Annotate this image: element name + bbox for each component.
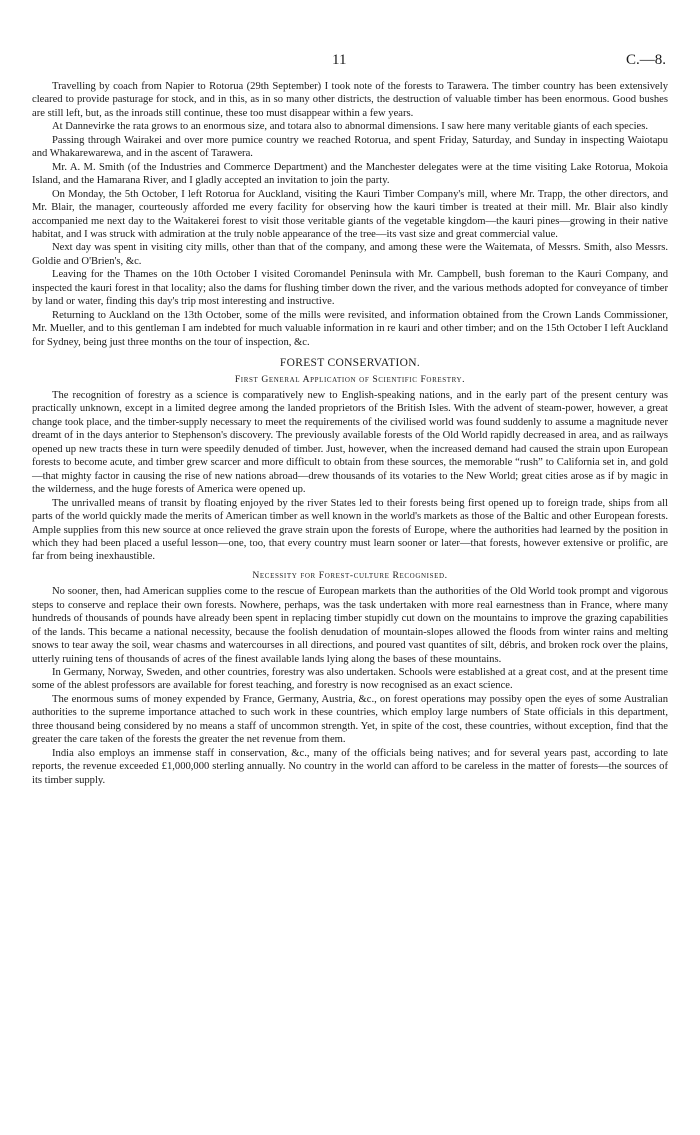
paragraph: Next day was spent in visiting city mills, other than that of the company, and among these were the Waitemata, of Messrs. Smith, also Messrs. Goldie and O'Brien's, &c. [32, 242, 668, 267]
paragraph: The enormous sums of money expended by France, Germany, Austria, &c., on forest operations may possiby open the eyes of some Australian authorities to the supreme importance attached to such work in these countries, which employ large numbers of State officials in this department, three thousand being considered by no means a staff of uncommon strength. Yet, in spite of the cost, these countries, without exception, find that the greater the care taken of the forests the greater the net revenue from them. [32, 693, 668, 746]
page-number: 11 [332, 52, 347, 68]
paragraph: Passing through Wairakei and over more pumice country we reached Rotorua, and spent Friday, Saturday, and Sunday in inspecting Waiotapu and Whakarewarewa, and in the ascent of Tarawera. [32, 134, 668, 160]
paragraph: India also employs an immense staff in conservation, &c., many of the officials being natives; and for several years past, according to late reports, the revenue exceeded £1,000,000 sterling annually. No country in the world can afford to be careless in the matter of forests—the sources of its timber supply. [32, 747, 668, 786]
paragraph: On Monday, the 5th October, I left Rotorua for Auckland, visiting the Kauri Timber Company's mill, where Mr. Trapp, the other directors, and Mr. Blair, the manager, courteously afforded me every facility for observing how the kauri timber is treated at their mill. Mr. Blair also kindly accompanied me next day to the Waitakerei forest to visit those veritable giants of the vegetable kingdom—the kauri pines—growing in their native habitat, and I was struck with admiration at the truly noble appearance of the tree—its vast size and great commercial value. [32, 188, 668, 240]
session-reference: C.—8. [625, 52, 666, 68]
page-header [0, 52, 700, 72]
paragraph: Travelling by coach from Napier to Rotorua (29th September) I took note of the forests to Tarawera. The timber country has been extensively cleared to provide pasturage for stock, and in this, as in so many other districts, the destruction of valuable timber has been enormous. Good bushes are still left, but, as the inroads still continue, these too must disappear within a few years. [32, 81, 668, 119]
paragraph: Leaving for the Thames on the 10th October I visited Coromandel Peninsula with Mr. Campbell, bush foreman to the Kauri Company, and inspected the kauri forest in that locality; also the dams for flushing timber down the river, and the various methods adopted for conveyance of timber by land or water, finding this day's trip most interesting and instructive. [32, 269, 668, 308]
paragraph: The recognition of forestry as a science is comparatively new to English-speaking nations, and in the early part of the present century was practically unknown, except in a limited degree among the landed proprietors of the British Isles. With the advent of steam-power, however, a great change took place, and the timber-supply necessary to meet the requirements of the civilised world was found suddenly to assume a magnitude never dreamt of in the days anterior to Stephenson's discovery. The previously available forests of the Old World rapidly decreased in area, and as railways opened up new tracts these in turn were speedily denuded of timber. Just, however, when the increased demand had caused the strain upon European forests to become acute, and timber grew scarcer and more difficult to obtain from these sources, the memorable “rush” to California set in, and gold—that mighty factor in causing the rise of new nations abroad—drew thousands of its votaries to the New World; great cities arose as if by magic in the wilderness, and the huge forests of America were opened up. [32, 389, 668, 496]
paragraph: In Germany, Norway, Sweden, and other countries, forestry was also undertaken. Schools were established at a great cost, and at the present time some of the ablest professors are available for forest teaching, and forestry is now recognised as an exact science. [32, 667, 668, 692]
section-title: FOREST CONSERVATION. [279, 357, 421, 370]
paragraph: Mr. A. M. Smith (of the Industries and Commerce Department) and the Manchester delegates were at the time visiting Lake Rotorua, Mokoia Island, and the Hamarana River, and I gladly accepted an invitation to join the party. [32, 161, 668, 187]
paragraph: At Dannevirke the rata grows to an enormous size, and totara also to abnormal dimensions. I saw here many veritable giants of each species. [52, 121, 649, 133]
paragraph: The unrivalled means of transit by floating enjoyed by the river States led to their forests being first opened up to foreign trade, ships from all parts of the world quickly made the merits of American timber as well known in the world's markets as those of the Baltic and other European forests. Ample supplies from this new source at once relieved the grave strain upon the forests of Europe, where the authorities had learned by the position in which they had been placed a useful lesson—one, too, that every country must learn sooner or later—that forests, however extensive or prolific, are far from being inexhaustible. [32, 497, 668, 563]
paragraph: No sooner, then, had American supplies come to the rescue of European markets than the authorities of the Old World took prompt and vigorous steps to conserve and replace their own forests. Nowhere, perhaps, was the task undertaken with more real earnestness than in France, where many hundreds of thousands of pounds have already been spent in replacing timber stupidly cut down on the mountains to improve the grazing capabilities of the lands. This became a national necessity, because the foolish denudation of mountain-slopes allowed the floods from winter rains and melting snows to tear away the soil, wear chasms and watercourses in all directions, and poured vast quantites of silt, débris, and broken rock over the plains, utterly ruining tens of thousands of acres of the finest available lands lying along the bases of these mountains. [32, 586, 668, 665]
subsection-title: First General Application of Scientific Forestry. [234, 373, 466, 385]
intro-section [32, 80, 668, 349]
section-two [32, 585, 668, 787]
subsection-title: Necessity for Forest-culture Recognised. [252, 569, 448, 581]
paragraph: Returning to Auckland on the 13th October, some of the mills were revisited, and information obtained from the Crown Lands Commissioner, Mr. Mueller, and to this gentleman I am indebted for much valuable information in re kauri and other timber; and on the 15th October I left Auckland for Sydney, being just three months on the tour of inspection, &c. [32, 309, 668, 348]
section-one [32, 389, 668, 564]
document-body [32, 80, 668, 787]
